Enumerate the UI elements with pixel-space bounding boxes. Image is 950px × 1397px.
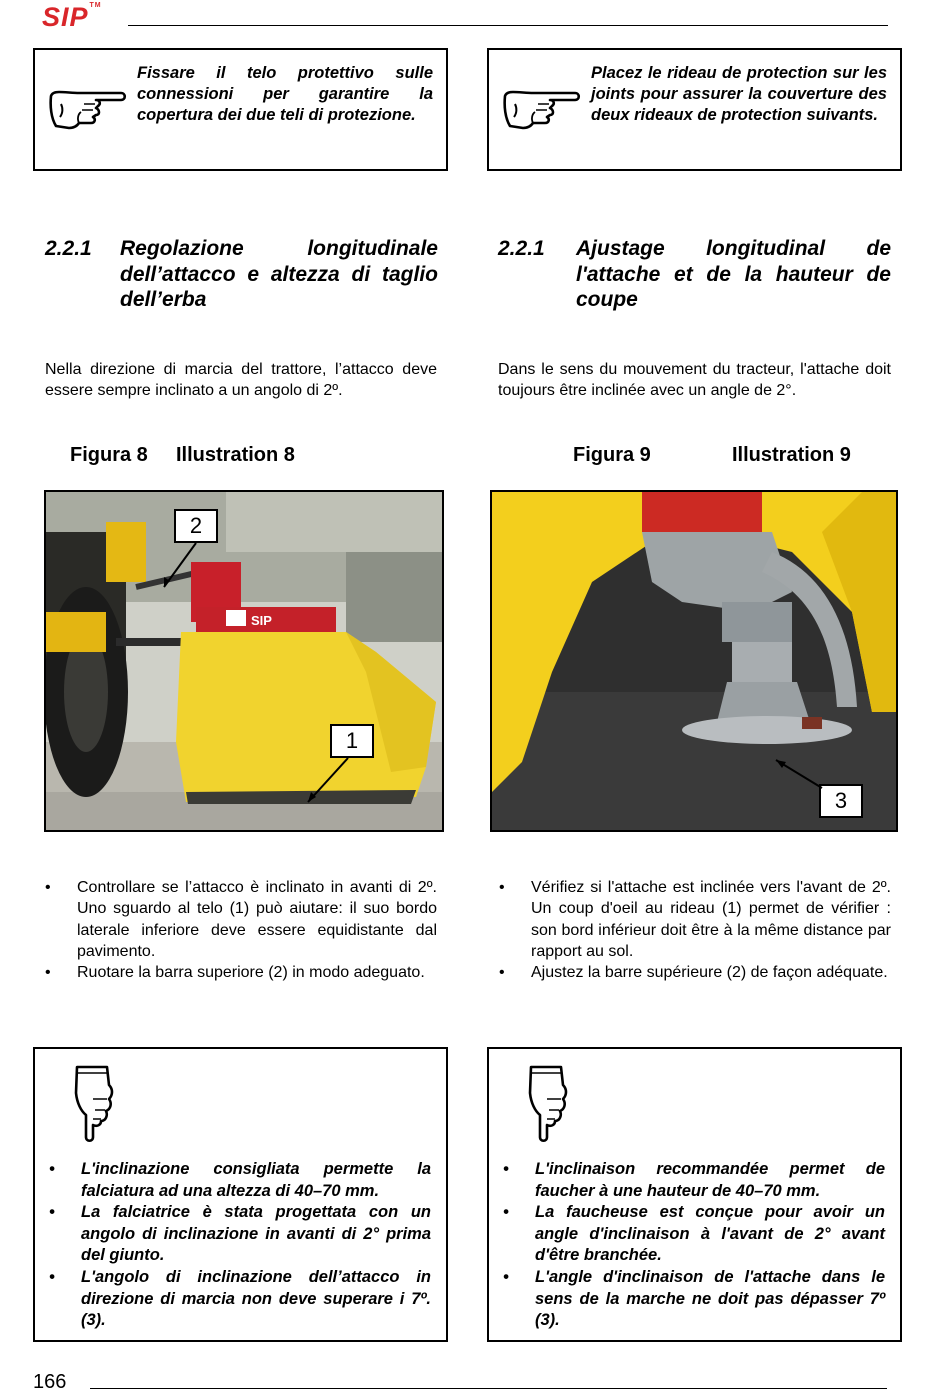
list-item: • Vérifiez si l'attache est inclinée vers l'avant de 2º. Un coup d'oeil au rideau (1) permet de vérifier : son bord inférieur doit être à la même distance par rapport au sol. <box>499 877 891 962</box>
list-item: • L'inclinaison recommandée permet de faucher à une hauteur de 40–70 mm. <box>503 1159 885 1202</box>
figure-9-photo <box>490 490 898 832</box>
list-item: • Ruotare la barra superiore (2) in modo adeguato. <box>45 962 437 983</box>
note-text-fr: Placez le rideau de protection sur les joints pour assurer la couverture des deux rideaux de protection suivants. <box>591 64 887 124</box>
list-item: • Ajustez la barre supérieure (2) de façon adéquate. <box>499 962 891 983</box>
section-number-it: 2.2.1 <box>45 237 92 260</box>
section-heading-it <box>45 236 438 316</box>
list-item: • L'angolo di inclinazione dell’attacco in direzione di marcia non deve superare i 7º. (3). <box>49 1267 431 1332</box>
leader-lines <box>492 492 896 830</box>
pointing-hand-right-icon <box>47 86 127 136</box>
header-rule <box>128 25 888 26</box>
warning-box-it <box>33 1047 448 1342</box>
list-item: • La faucheuse est conçue pour avoir un angle d'inclinaison à l'avant de 2° avant d'être branchée. <box>503 1202 885 1267</box>
intro-paragraph-fr: Dans le sens du mouvement du tracteur, l'attache doit toujours être inclinée avec un angle de 2°. <box>498 361 891 399</box>
svg-text:SIP: SIP <box>251 613 272 628</box>
pointing-hand-down-icon <box>525 1063 569 1143</box>
logo-text: SIP <box>42 2 89 32</box>
leader-lines <box>46 492 442 830</box>
page-number: 166 <box>33 1371 67 1393</box>
section-number-fr: 2.2.1 <box>498 237 545 260</box>
list-item: • L'angle d'inclinaison de l'attache dans le sens de la marche ne doit pas dépasser 7º (3). <box>503 1267 885 1332</box>
warning-box-fr <box>487 1047 902 1342</box>
figure-9-label-fr: Illustration 9 <box>732 444 851 466</box>
intro-paragraph-it: Nella direzione di marcia del trattore, l’attacco deve essere sempre inclinato a un angolo di 2º. <box>45 361 437 399</box>
callout-1: 1 <box>330 724 374 758</box>
note-text-it: Fissare il telo protettivo sulle connessioni per garantire la copertura dei due teli di protezione. <box>137 64 433 124</box>
callout-3: 3 <box>819 784 863 818</box>
instructions-list-it <box>45 877 437 983</box>
list-item: • L'inclinazione consigliata permette la falciatura ad una altezza di 40–70 mm. <box>49 1159 431 1202</box>
callout-2: 2 <box>174 509 218 543</box>
section-title-it: Regolazione longitudinale dell’attacco e altezza di taglio dell’erba <box>120 237 438 311</box>
warning-list-fr <box>503 1159 885 1332</box>
warning-list-it <box>49 1159 431 1332</box>
section-title-fr: Ajustage longitudinal de l'attache et de la hauteur de coupe <box>576 237 891 311</box>
section-heading-fr <box>498 236 891 316</box>
pointing-hand-right-icon <box>501 86 581 136</box>
list-item: • Controllare se l’attacco è inclinato in avanti di 2º. Uno sguardo al telo (1) può aiutare: il suo bordo laterale inferiore deve essere equidistante dal pavimento. <box>45 877 437 962</box>
trademark: TM <box>89 2 102 9</box>
note-box-it <box>33 48 448 171</box>
figure-8-photo <box>44 490 444 832</box>
pointing-hand-down-icon <box>71 1063 115 1143</box>
figure-9-label-it: Figura 9 <box>573 444 651 466</box>
figure-8-label-it: Figura 8 <box>70 444 148 466</box>
note-box-fr <box>487 48 902 171</box>
sip-logo <box>42 2 102 33</box>
list-item: • La falciatrice è stata progettata con un angolo di inclinazione in avanti di 2° prima del giunto. <box>49 1202 431 1267</box>
footer-rule <box>90 1388 887 1389</box>
figure-8-label-fr: Illustration 8 <box>176 444 295 466</box>
instructions-list-fr <box>499 877 891 983</box>
